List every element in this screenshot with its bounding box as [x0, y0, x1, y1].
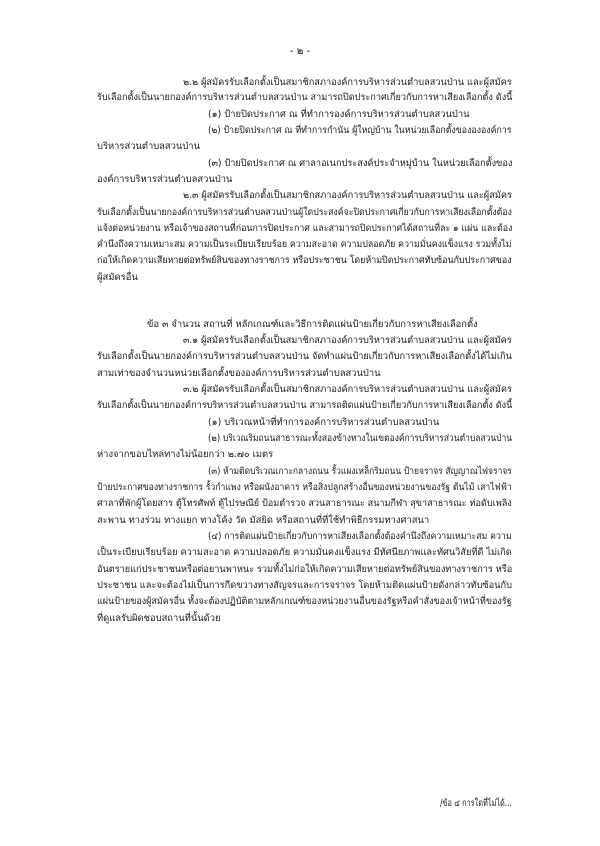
paragraph-line: บริหารส่วนตำบลสวนป่าน: [97, 141, 200, 152]
paragraph-line: (๑) บริเวณหน้าที่ทำการองค์การบริหารส่วนตำบลสวนป่าน: [208, 417, 440, 428]
paragraph-line: ป้ายประกาศของทางราชการ รั้วกำแพง หรือผนังอาคาร หรือสิ่งปลูกสร้างอื่นของหน่วยงานของรัฐ ต้นไม้ เสาไฟฟ้า: [97, 482, 512, 493]
paragraph-line: รับเลือกตั้งเป็นนายกองค์การบริหารส่วนตำบลสวนป่าน จัดทำแผ่นป้ายเกี่ยวกับการหาเสียงเลือกตั้งได้ไม่เกิน: [97, 351, 512, 362]
section-heading: ข้อ ๓ จำนวน สถานที่ หลักเกณฑ์และวิธีการติดแผ่นป้ายเกี่ยวกับการหาเสียงเลือกตั้ง: [147, 319, 478, 330]
paragraph-line: ๓.๑ ผู้สมัครรับเลือกตั้งเป็นสมาชิกสภาองค์การบริหารส่วนตำบลสวนป่าน และผู้สมัคร: [183, 335, 512, 346]
paragraph-line: แจ้งต่อหน่วยงาน หรือเจ้าของสถานที่ก่อนการปิดประกาศ และสามารถปิดประกาศได้สถานที่ละ ๑ แผ่น และต้อง: [97, 223, 513, 234]
paragraph-line: ประชาชน และจะต้องไม่เป็นการกีดขวางทางสัญจรและการจราจร โดยห้ามติดแผ่นป้ายดังกล่าวทับซ้อนกับ: [97, 580, 512, 591]
paragraph-line: ๒.๒ ผู้สมัครรับเลือกตั้งเป็นสมาชิกสภาองค์การบริหารส่วนตำบลสวนป่าน และผู้สมัคร: [183, 77, 512, 88]
paragraph-line: อันตรายแก่ประชาชนหรือต่อยานพาหนะ รวมทั้งไม่ก่อให้เกิดความเสียหายต่อทรัพย์สินของทางราชการ หรือ: [97, 564, 513, 575]
paragraph-line: ๓.๒ ผู้สมัครรับเลือกตั้งเป็นสมาชิกสภาองค์การบริหารส่วนตำบลสวนป่าน และผู้สมัคร: [183, 384, 512, 395]
paragraph-line: คำนึงถึงความเหมาะสม ความเป็นระเบียบเรียบร้อย ความสะอาด ความปลอดภัย ความมั่นคงแข็งแรง รวมทั้งไม่: [97, 239, 512, 250]
paragraph-line: ผู้สมัครอื่น: [97, 272, 138, 283]
paragraph-line: ที่ดูแลรับผิดชอบสถานที่นั้นด้วย: [97, 613, 221, 624]
paragraph-line: (๓) ห้ามติดบริเวณเกาะกลางถนน รั้วแผงเหล็กริมถนน ป้ายจราจร สัญญาณไฟจราจร: [208, 466, 512, 477]
paragraph-line: แผ่นป้ายของผู้สมัครอื่น ทั้งจะต้องปฏิบัติตามหลักเกณฑ์ของหน่วยงานอื่นของรัฐหรือคำสั่งของเจ้าหน้าที่ของรัฐ: [97, 596, 512, 607]
paragraph-line: เป็นระเบียบเรียบร้อย ความสะอาด ความปลอดภัย ความมั่นคงแข็งแรง มีทัศนียภาพและทัศนวิสัยที่ดี ไม่เกิด: [97, 547, 512, 558]
paragraph-line: รับเลือกตั้งเป็นนายกองค์การบริหารส่วนตำบลสวนป่าน สามารถติดแผ่นป้ายเกี่ยวกับการหาเสียงเลือกตั้ง ดังนี้: [97, 400, 513, 411]
paragraph-line: ศาลาที่พักผู้โดยสาร ตู้โทรศัพท์ ตู้ไปรษณีย์ ป้อมตำรวจ สวนสาธารณะ สนามกีฬา สุขาสาธารณะ ท่อดับเพลิง: [97, 498, 512, 509]
paragraph-line: สะพาน ทางร่วม ทางแยก ทางโค้ง วัด มัสยิด หรือสถานที่ที่ใช้ทำพิธีกรรมทางศาสนา: [97, 515, 430, 526]
paragraph-line: (๑) ป้ายปิดประกาศ ณ ที่ทำการองค์การบริหารส่วนตำบลสวนป่าน: [208, 109, 470, 120]
paragraph-line: ก่อให้เกิดความเสียหายต่อทรัพย์สินของทางราชการ หรือประชาชน โดยห้ามปิดประกาศทับซ้อนกับประกาศของ: [97, 255, 512, 266]
paragraph-line: รับเลือกตั้งเป็นนายกองค์การบริหารส่วนตำบลสวนป่าน สามารถปิดประกาศเกี่ยวกับการหาเสียงเลือกตั้ง ดังนี้: [97, 92, 513, 103]
paragraph-line: (๒) ป้ายปิดประกาศ ณ ที่ทำการกำนัน ผู้ใหญ่บ้าน ในหน่วยเลือกตั้งของององค์การ: [208, 125, 512, 136]
page-number: - ๒ -: [289, 46, 311, 57]
continuation-note: /ข้อ ๔ การใดที่ไม่ได้...: [440, 798, 512, 809]
paragraph-line: (๒) บริเวณริมถนนสาธารณะทั้งสองข้างทางในเขตองค์การบริหารส่วนตำบลสวนป่าน: [208, 433, 513, 444]
paragraph-line: สามเท่าของจำนวนหน่วยเลือกตั้งขององค์การบริหารส่วนตำบลสวนป่าน: [97, 368, 381, 379]
paragraph-line: (๓) ป้ายปิดประกาศ ณ ศาลาอเนกประสงค์ประจำหมู่บ้าน ในหน่วยเลือกตั้งของ: [208, 158, 513, 169]
paragraph-line: (๔) การติดแผ่นป้ายเกี่ยวกับการหาเสียงเลือกตั้งต้องคำนึงถึงความเหมาะสม ความ: [208, 531, 512, 542]
paragraph-line: องค์การบริหารส่วนตำบลสวนป่าน: [97, 174, 233, 185]
paragraph-line: ห่างจากขอบไหล่ทางไม่น้อยกว่า ๒.๗๐ เมตร: [97, 449, 274, 460]
paragraph-line: ๒.๓ ผู้สมัครรับเลือกตั้งเป็นสมาชิกสภาองค์การบริหารส่วนตำบลสวนป่าน และผู้สมัคร: [183, 190, 512, 201]
paragraph-line: รับเลือกตั้งเป็นนายกองค์การบริหารส่วนตำบลสวนป่านผู้ใดประสงค์จะปิดประกาศเกี่ยวกับการหาเสียงเลือกตั้งต้อง: [97, 207, 512, 218]
